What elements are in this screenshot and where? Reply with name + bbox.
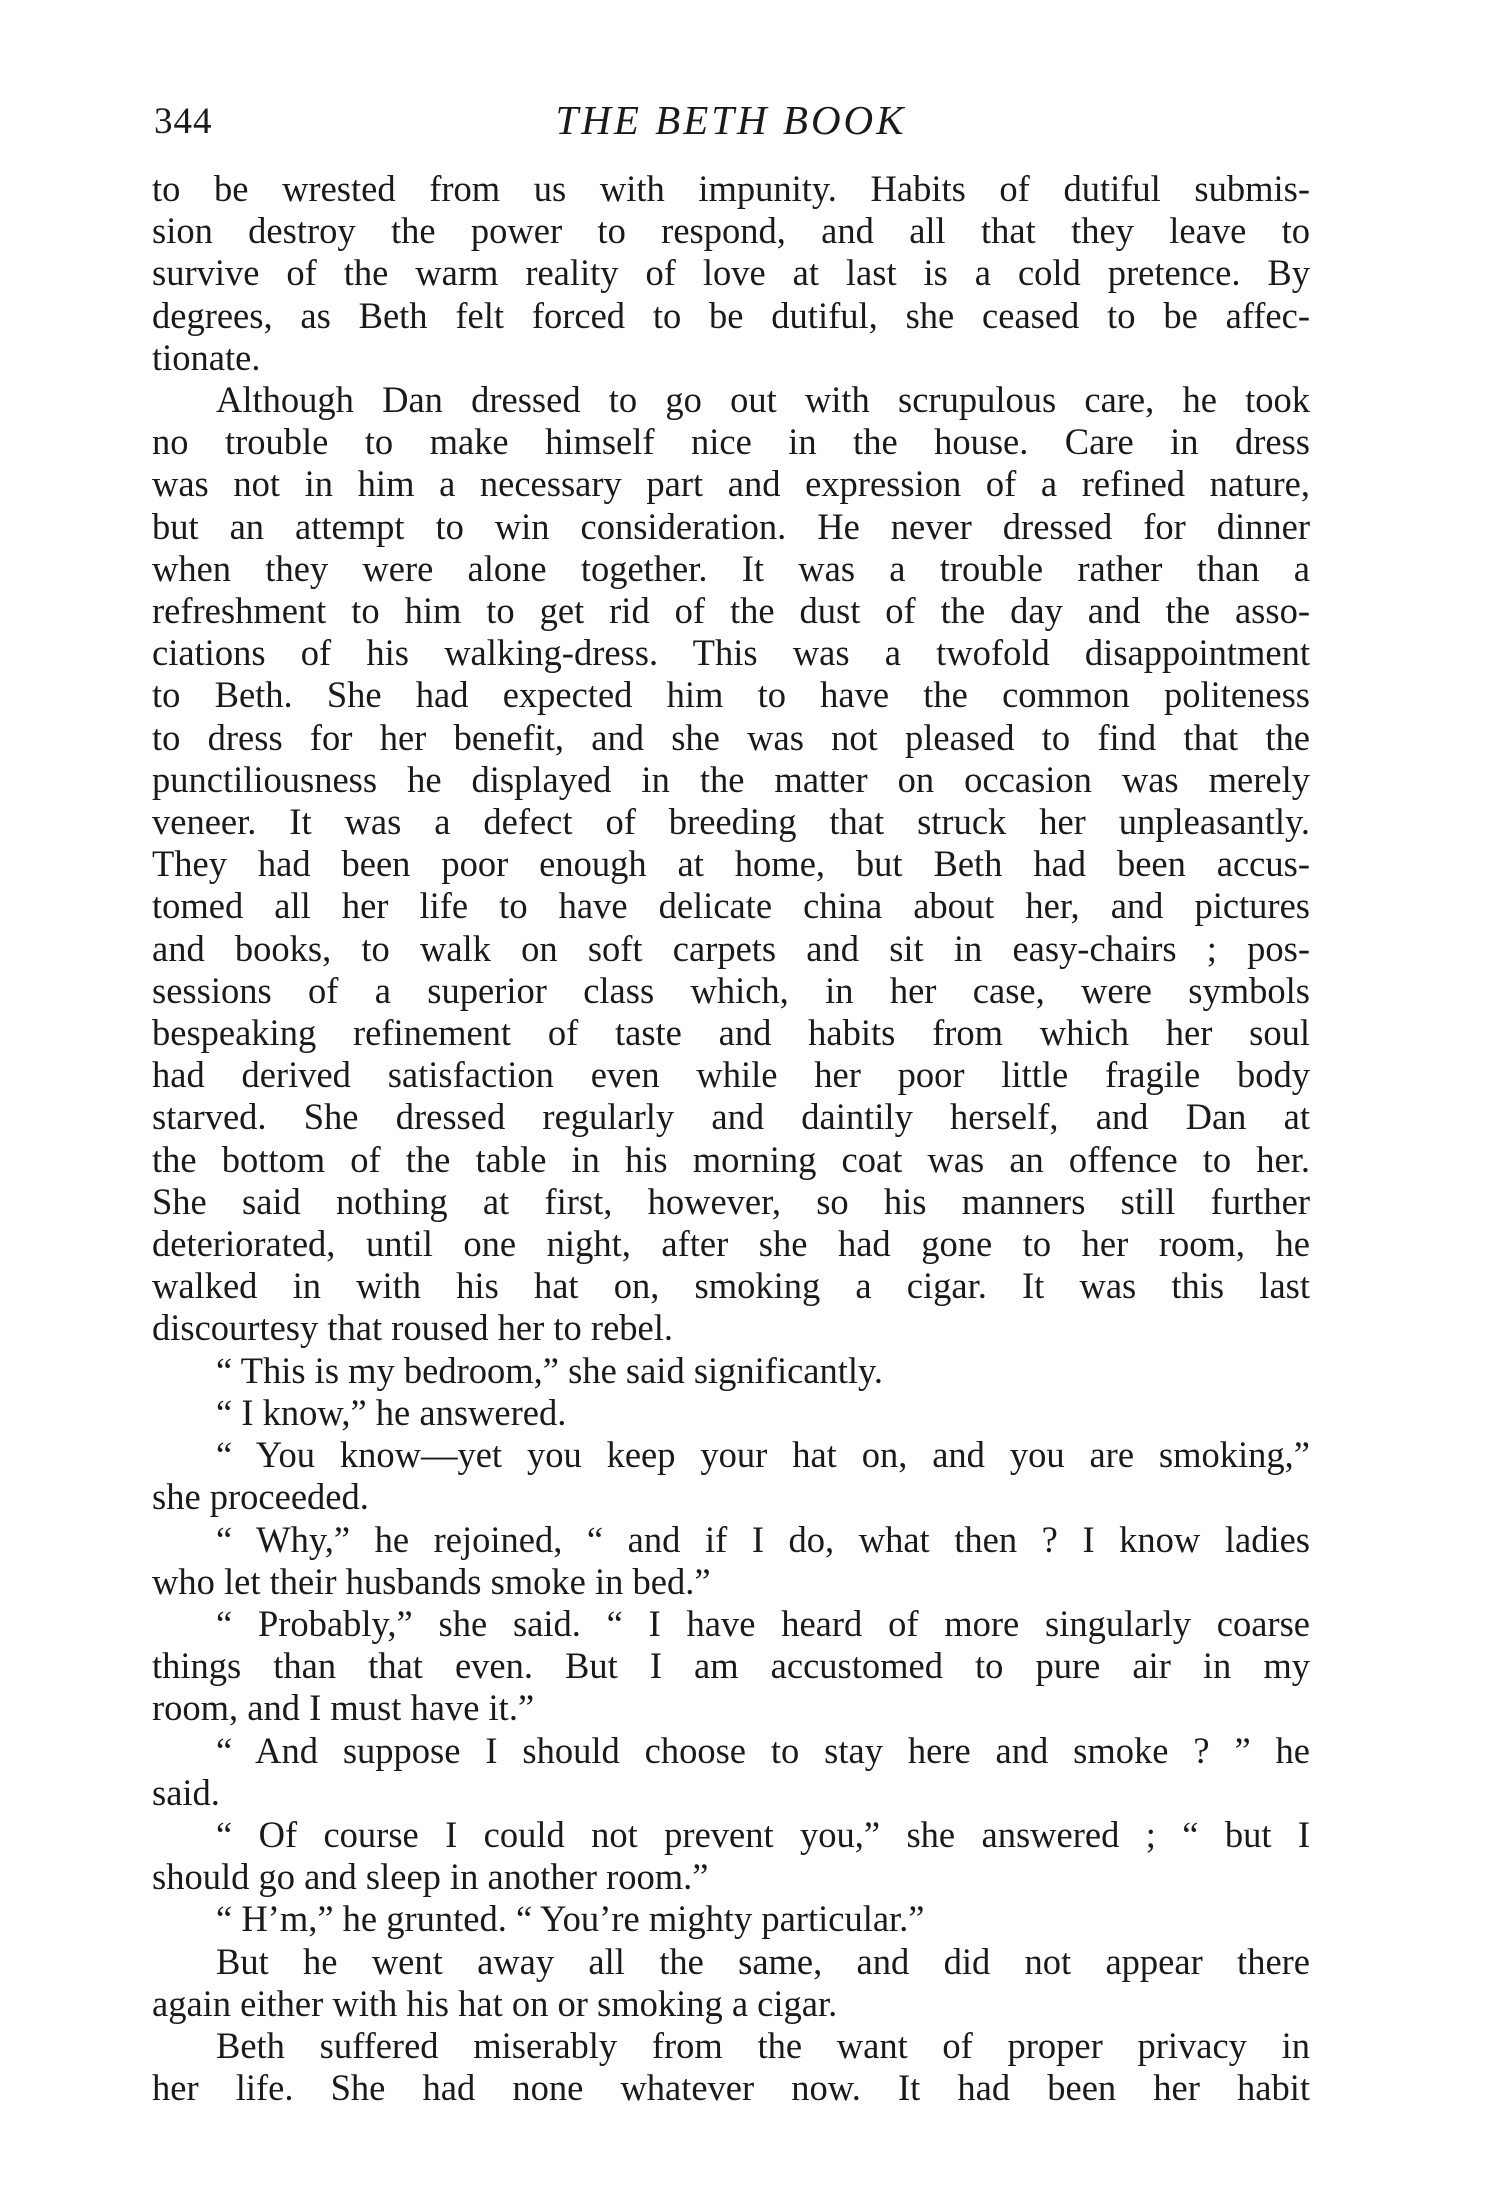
text-line: tionate. <box>152 336 261 378</box>
text-line: She said nothing at first, however, so his manners still further <box>152 1180 1310 1222</box>
text-line: sion destroy the power to respond, and all that they leave to <box>152 210 1310 252</box>
text-line: “ You know—yet you keep your hat on, and you are smoking,” <box>216 1434 1310 1476</box>
text-line: to be wrested from us with impunity. Habits of dutiful submis- <box>152 168 1310 209</box>
paragraph <box>152 1519 1310 1603</box>
text-line: her life. She had none whatever now. It had been her habit <box>152 2067 1310 2109</box>
text-line: discourtesy that roused her to rebel. <box>152 1307 673 1349</box>
paragraph <box>152 1603 1310 1730</box>
text-line: and books, to walk on soft carpets and sit in easy-chairs ; pos- <box>152 927 1310 969</box>
text-line: “ H’m,” he grunted. “ You’re mighty particular.” <box>216 1898 925 1940</box>
text-line: deteriorated, until one night, after she had gone to her room, he <box>152 1223 1310 1265</box>
page-header <box>152 96 1310 156</box>
text-line: again either with his hat on or smoking a cigar. <box>152 1982 838 2024</box>
running-title: THE BETH BOOK <box>555 97 907 143</box>
book-page <box>152 96 1310 2109</box>
paragraph <box>152 1434 1310 1518</box>
text-line: survive of the warm reality of love at last is a cold pretence. By <box>152 252 1310 294</box>
text-line: no trouble to make himself nice in the house. Care in dress <box>152 421 1310 463</box>
text-line: “ Of course I could not prevent you,” she answered ; “ but I <box>216 1813 1310 1855</box>
text-line: should go and sleep in another room.” <box>152 1856 709 1898</box>
text-line: to Beth. She had expected him to have the common politeness <box>152 674 1310 716</box>
text-line: degrees, as Beth felt forced to be dutiful, she ceased to be affec- <box>152 294 1310 336</box>
text-line: “ Why,” he rejoined, “ and if I do, what then ? I know ladies <box>216 1518 1310 1560</box>
text-line: but an attempt to win consideration. He never dressed for dinner <box>152 505 1310 547</box>
text-line: the bottom of the table in his morning coat was an offence to her. <box>152 1138 1310 1180</box>
text-line: sessions of a superior class which, in her case, were symbols <box>152 969 1310 1011</box>
text-line: who let their husbands smoke in bed.” <box>152 1560 711 1602</box>
text-line: refreshment to him to get rid of the dust of the day and the asso- <box>152 590 1310 632</box>
text-line: to dress for her benefit, and she was not pleased to find that the <box>152 716 1310 758</box>
text-line: “ This is my bedroom,” she said significantly. <box>216 1349 884 1391</box>
text-line: But he went away all the same, and did not appear there <box>216 1940 1310 1982</box>
text-line: “ I know,” he answered. <box>216 1391 567 1433</box>
paragraph <box>152 168 1310 379</box>
paragraph <box>152 1898 1310 1940</box>
text-line: Although Dan dressed to go out with scrupulous care, he took <box>216 379 1310 421</box>
text-line: was not in him a necessary part and expression of a refined nature, <box>152 463 1310 505</box>
text-line: “ Probably,” she said. “ I have heard of more singularly coarse <box>216 1602 1310 1644</box>
paragraph <box>152 1350 1310 1392</box>
paragraph <box>152 2025 1310 2109</box>
text-line: room, and I must have it.” <box>152 1687 535 1729</box>
text-line: “ And suppose I should choose to stay here and smoke ? ” he <box>216 1729 1310 1771</box>
text-line: things than that even. But I am accustomed to pure air in my <box>152 1645 1310 1687</box>
text-line: she proceeded. <box>152 1476 369 1518</box>
page-number: 344 <box>154 101 213 142</box>
text-line: tomed all her life to have delicate china about her, and pictures <box>152 885 1310 927</box>
text-line: veneer. It was a defect of breeding that struck her unpleasantly. <box>152 801 1310 843</box>
body-text <box>152 168 1310 2109</box>
text-line: They had been poor enough at home, but Beth had been accus- <box>152 843 1310 885</box>
text-line: said. <box>152 1771 220 1813</box>
text-line: walked in with his hat on, smoking a cigar. It was this last <box>152 1265 1310 1307</box>
text-line: bespeaking refinement of taste and habits from which her soul <box>152 1012 1310 1054</box>
paragraph <box>152 1941 1310 2025</box>
text-line: punctiliousness he displayed in the matter on occasion was merely <box>152 758 1310 800</box>
paragraph <box>152 1392 1310 1434</box>
text-line: when they were alone together. It was a trouble rather than a <box>152 547 1310 589</box>
text-line: starved. She dressed regularly and daintily herself, and Dan at <box>152 1096 1310 1138</box>
paragraph <box>152 1730 1310 1814</box>
text-line: had derived satisfaction even while her poor little fragile body <box>152 1054 1310 1096</box>
text-line: Beth suffered miserably from the want of proper privacy in <box>216 2024 1310 2066</box>
paragraph <box>152 379 1310 1350</box>
text-line: ciations of his walking-dress. This was a twofold disappointment <box>152 632 1310 674</box>
paragraph <box>152 1814 1310 1898</box>
